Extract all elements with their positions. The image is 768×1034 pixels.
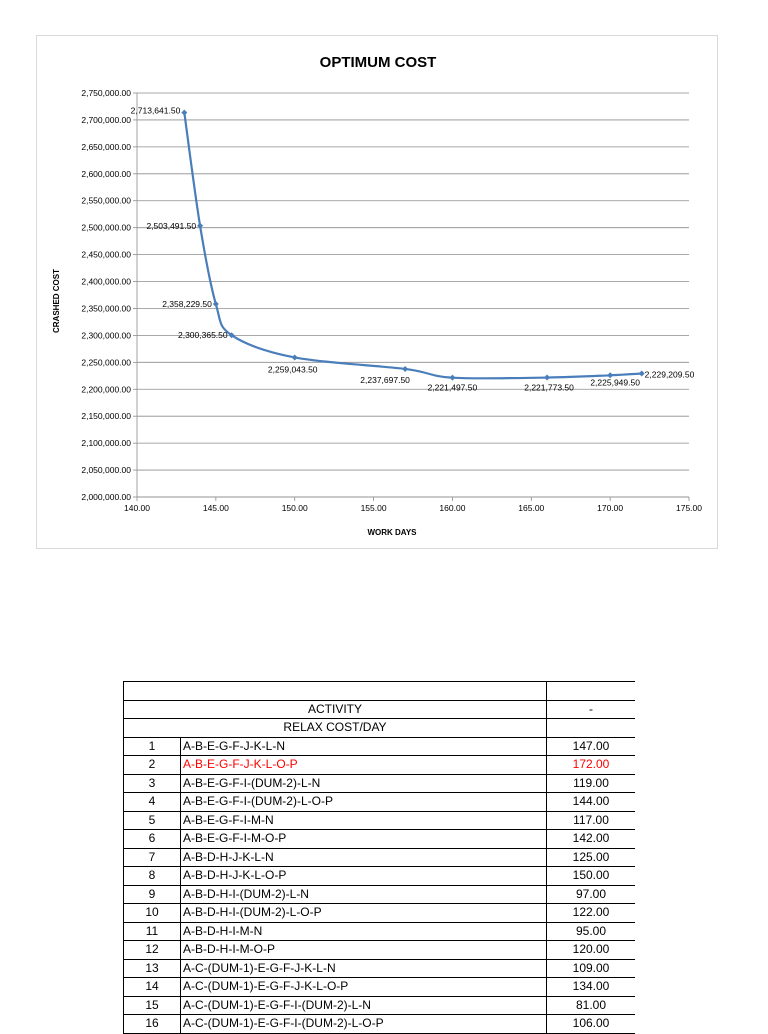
row-number: 12 (124, 941, 181, 960)
table-row (124, 811, 636, 830)
dash-header: - (547, 700, 636, 719)
subheader-value-cell (547, 719, 636, 738)
relax-cost-value: 95.00 (547, 922, 636, 941)
data-label: 2,237,697.50 (360, 374, 410, 385)
activity-path: A-C-(DUM-1)-E-G-F-I-(DUM-2)-L-O-P (181, 1015, 547, 1034)
table-header-row (124, 700, 636, 719)
row-number: 5 (124, 811, 181, 830)
x-tick-label: 160.00 (439, 503, 466, 513)
row-number: 2 (124, 756, 181, 775)
y-tick-label: 2,650,000.00 (81, 141, 131, 152)
data-point (292, 354, 298, 360)
row-number: 10 (124, 904, 181, 923)
y-tick-label: 2,350,000.00 (81, 303, 131, 314)
row-number: 6 (124, 830, 181, 849)
data-label: 2,358,229.50 (162, 299, 212, 310)
activity-path: A-B-E-G-F-I-M-N (181, 811, 547, 830)
activity-path: A-C-(DUM-1)-E-G-F-I-(DUM-2)-L-N (181, 996, 547, 1015)
table-top-value-cell (547, 682, 636, 701)
relax-cost-value: 144.00 (547, 793, 636, 812)
y-tick-label: 2,300,000.00 (81, 330, 131, 341)
data-label: 2,225,949.50 (590, 377, 640, 388)
activity-path: A-B-D-H-I-(DUM-2)-L-N (181, 885, 547, 904)
activity-table (123, 681, 635, 1034)
table-row (124, 885, 636, 904)
activity-path: A-B-E-G-F-I-(DUM-2)-L-O-P (181, 793, 547, 812)
row-number: 9 (124, 885, 181, 904)
y-tick-label: 2,450,000.00 (81, 249, 131, 260)
row-number: 14 (124, 978, 181, 997)
relax-cost-header: RELAX COST/DAY (124, 719, 547, 738)
row-number: 8 (124, 867, 181, 886)
activity-path: A-B-D-H-I-(DUM-2)-L-O-P (181, 904, 547, 923)
data-point (449, 375, 455, 381)
row-number: 1 (124, 737, 181, 756)
activity-path: A-B-E-G-F-I-(DUM-2)-L-N (181, 774, 547, 793)
x-tick-label: 170.00 (597, 503, 624, 513)
relax-cost-value: 119.00 (547, 774, 636, 793)
relax-cost-value: 81.00 (547, 996, 636, 1015)
activity-path: A-B-D-H-I-M-O-P (181, 941, 547, 960)
y-tick-label: 2,250,000.00 (81, 357, 131, 368)
activity-path: A-B-E-G-F-I-M-O-P (181, 830, 547, 849)
table-top-cell (124, 682, 547, 701)
x-axis-title: WORK DAYS (367, 528, 417, 537)
relax-cost-value: 106.00 (547, 1015, 636, 1034)
data-label: 2,259,043.50 (267, 364, 318, 375)
y-tick-label: 2,400,000.00 (81, 276, 131, 287)
x-tick-label: 150.00 (281, 503, 308, 513)
y-tick-label: 2,600,000.00 (81, 168, 131, 179)
activity-path: A-B-E-G-F-J-K-L-N (181, 737, 547, 756)
table-row (124, 959, 636, 978)
table-row (124, 978, 636, 997)
activity-path: A-B-D-H-J-K-L-N (181, 848, 547, 867)
row-number: 15 (124, 996, 181, 1015)
x-tick-label: 175.00 (676, 503, 702, 513)
activity-path: A-C-(DUM-1)-E-G-F-J-K-L-N (181, 959, 547, 978)
relax-cost-value: 117.00 (547, 811, 636, 830)
data-point (181, 110, 187, 116)
table-row (124, 793, 636, 812)
data-label: 2,221,497.50 (427, 382, 478, 393)
x-tick-label: 155.00 (360, 503, 387, 513)
y-tick-label: 2,700,000.00 (81, 114, 131, 125)
chart-title: OPTIMUM COST (319, 54, 437, 71)
relax-cost-value: 97.00 (547, 885, 636, 904)
y-axis-title: CRASHED COST (52, 268, 61, 334)
relax-cost-value: 109.00 (547, 959, 636, 978)
activity-path: A-B-D-H-J-K-L-O-P (181, 867, 547, 886)
data-labels (131, 106, 695, 393)
table-row (124, 867, 636, 886)
table-row (124, 774, 636, 793)
table-row (124, 996, 636, 1015)
row-number: 11 (124, 922, 181, 941)
row-number: 16 (124, 1015, 181, 1034)
x-tick-label: 140.00 (124, 503, 150, 513)
chart-container (36, 35, 718, 549)
row-number: 3 (124, 774, 181, 793)
table-row (124, 922, 636, 941)
table-row (124, 830, 636, 849)
data-label: 2,221,773.50 (524, 382, 574, 393)
relax-cost-value: 120.00 (547, 941, 636, 960)
data-point (213, 301, 219, 307)
row-number: 4 (124, 793, 181, 812)
table-row (124, 904, 636, 923)
relax-cost-value: 125.00 (547, 848, 636, 867)
data-point (402, 366, 408, 372)
y-tick-label: 2,000,000.00 (81, 492, 131, 502)
table-subheader-row (124, 719, 636, 738)
table-row (124, 848, 636, 867)
gridlines (137, 93, 689, 497)
table-row (124, 756, 636, 775)
series-line (181, 110, 644, 381)
activity-path: A-C-(DUM-1)-E-G-F-J-K-L-O-P (181, 978, 547, 997)
y-tick-label: 2,550,000.00 (81, 195, 131, 206)
series-line-path (184, 113, 641, 379)
relax-cost-value: 134.00 (547, 978, 636, 997)
data-label: 2,713,641.50 (130, 105, 181, 116)
relax-cost-value: 142.00 (547, 830, 636, 849)
activity-path: A-B-D-H-I-M-N (181, 922, 547, 941)
optimum-cost-chart (37, 36, 719, 550)
relax-cost-value: 147.00 (547, 737, 636, 756)
y-tick-label: 2,500,000.00 (81, 222, 131, 233)
data-label: 2,229,209.50 (644, 369, 695, 380)
relax-cost-value: 172.00 (547, 756, 636, 775)
activity-header: ACTIVITY (124, 700, 547, 719)
y-tick-label: 2,150,000.00 (81, 411, 131, 422)
y-tick-label: 2,200,000.00 (81, 384, 131, 395)
x-tick-label: 145.00 (202, 503, 229, 513)
data-point (544, 375, 550, 381)
table-row (124, 737, 636, 756)
y-tick-label: 2,750,000.00 (81, 88, 131, 98)
activity-path: A-B-E-G-F-J-K-L-O-P (181, 756, 547, 775)
table-top-row (124, 682, 636, 701)
row-number: 13 (124, 959, 181, 978)
axes (130, 93, 689, 501)
y-tick-label: 2,050,000.00 (81, 465, 131, 476)
relax-cost-value: 150.00 (547, 867, 636, 886)
table-row (124, 941, 636, 960)
data-label: 2,300,365.50 (177, 330, 228, 341)
y-tick-label: 2,100,000.00 (81, 438, 131, 449)
row-number: 7 (124, 848, 181, 867)
relax-cost-value: 122.00 (547, 904, 636, 923)
data-label: 2,503,491.50 (146, 220, 197, 231)
x-tick-label: 165.00 (518, 503, 545, 513)
